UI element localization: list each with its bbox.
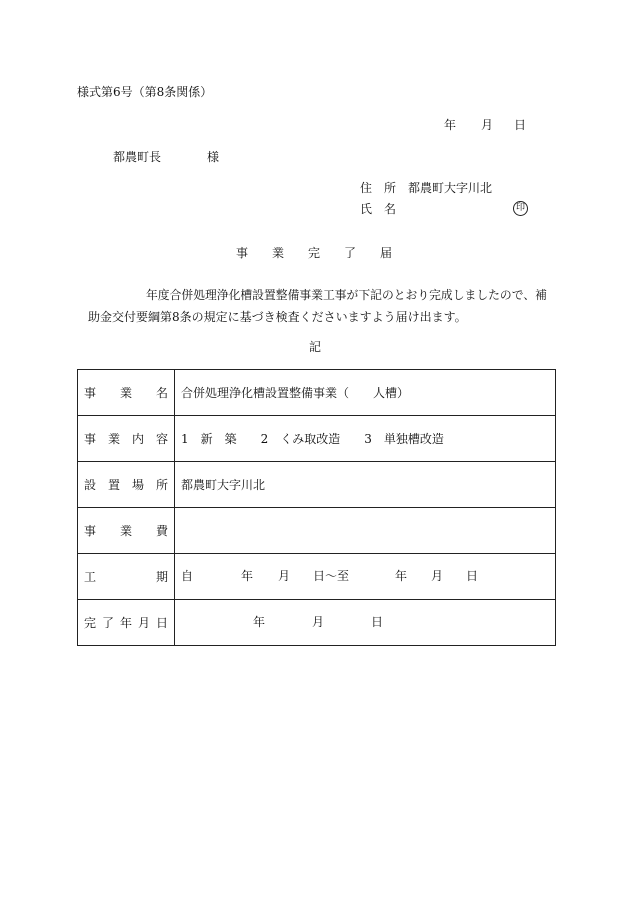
period-month-1: 月 — [278, 569, 291, 583]
period-year-2: 年 — [395, 569, 408, 583]
details-table — [77, 369, 556, 646]
form-number: 様式第6号（第8条関係） — [77, 85, 213, 99]
table-row — [78, 416, 556, 462]
table-row — [78, 508, 556, 554]
label-cell — [78, 600, 175, 646]
label-char: 業 — [119, 524, 132, 538]
label-char: 設 — [84, 478, 97, 492]
label-char: 内 — [131, 432, 144, 446]
period-day-1: 日～至 — [313, 569, 350, 583]
period-year-1: 年 — [241, 569, 254, 583]
construction-period-value — [175, 554, 556, 600]
completion-day: 日 — [371, 615, 384, 629]
name-label: 氏 名 — [360, 202, 397, 216]
row-label-location — [84, 476, 168, 493]
title-char: 完 — [307, 246, 320, 260]
label-char: 事 — [84, 432, 97, 446]
label-char: 費 — [155, 524, 168, 538]
label-cell — [78, 370, 175, 416]
addressee-name: 都農町長 — [113, 150, 162, 164]
document-title — [236, 247, 392, 259]
body-line-2: 助金交付要綱第8条の規定に基づき検査くださいますよう届け出ます。 — [88, 310, 467, 324]
table-row — [78, 554, 556, 600]
label-char: 業 — [107, 432, 120, 446]
label-char: 事 — [84, 386, 97, 400]
address-label: 住 所 — [360, 181, 397, 195]
label-char: 所 — [155, 478, 168, 492]
label-char: 置 — [107, 478, 120, 492]
period-day-2: 日 — [466, 569, 479, 583]
addressee-suffix: 様 — [207, 150, 220, 164]
label-char: 完 — [84, 616, 97, 630]
row-label-project-cost — [84, 522, 168, 539]
label-char: 場 — [131, 478, 144, 492]
project-name-value: 合併処理浄化槽設置整備事業（ 人槽） — [175, 370, 556, 416]
label-char: 名 — [155, 386, 168, 400]
ki-heading: 記 — [309, 340, 322, 354]
address-value: 都農町大字川北 — [408, 181, 493, 195]
period-month-2: 月 — [431, 569, 444, 583]
title-char: 業 — [271, 246, 284, 260]
project-content-value: 1 新 築 2 くみ取改造 3 単独槽改造 — [175, 416, 556, 462]
label-char: 日 — [155, 616, 168, 630]
label-cell — [78, 508, 175, 554]
body-line-1: 年度合併処理浄化槽設置整備事業工事が下記のとおり完成しましたので、補 — [146, 288, 547, 302]
seal-mark: 印 — [513, 201, 528, 216]
date-year-label: 年 — [444, 118, 457, 132]
table-row — [78, 462, 556, 508]
date-month-label: 月 — [481, 118, 494, 132]
date-day-label: 日 — [514, 118, 527, 132]
row-label-construction-period — [84, 568, 168, 585]
row-label-project-content — [84, 430, 168, 447]
label-char: 業 — [119, 386, 132, 400]
label-char: 期 — [155, 570, 168, 584]
completion-month: 月 — [312, 615, 325, 629]
label-char: 了 — [101, 616, 114, 630]
title-char: 届 — [379, 246, 392, 260]
location-value: 都農町大字川北 — [175, 462, 556, 508]
project-cost-value — [175, 508, 556, 554]
title-char: 了 — [343, 246, 356, 260]
label-cell — [78, 462, 175, 508]
row-label-project-name — [84, 384, 168, 401]
completion-year: 年 — [253, 615, 266, 629]
label-cell — [78, 416, 175, 462]
table-row — [78, 600, 556, 646]
label-char: 事 — [84, 524, 97, 538]
label-char: 月 — [137, 616, 150, 630]
period-from: 自 — [181, 569, 194, 583]
label-char: 容 — [155, 432, 168, 446]
label-char: 年 — [119, 616, 132, 630]
label-cell — [78, 554, 175, 600]
label-char: 工 — [84, 570, 97, 584]
row-label-completion-date — [84, 614, 168, 631]
completion-date-value — [175, 600, 556, 646]
table-row — [78, 370, 556, 416]
title-char: 事 — [236, 246, 249, 260]
